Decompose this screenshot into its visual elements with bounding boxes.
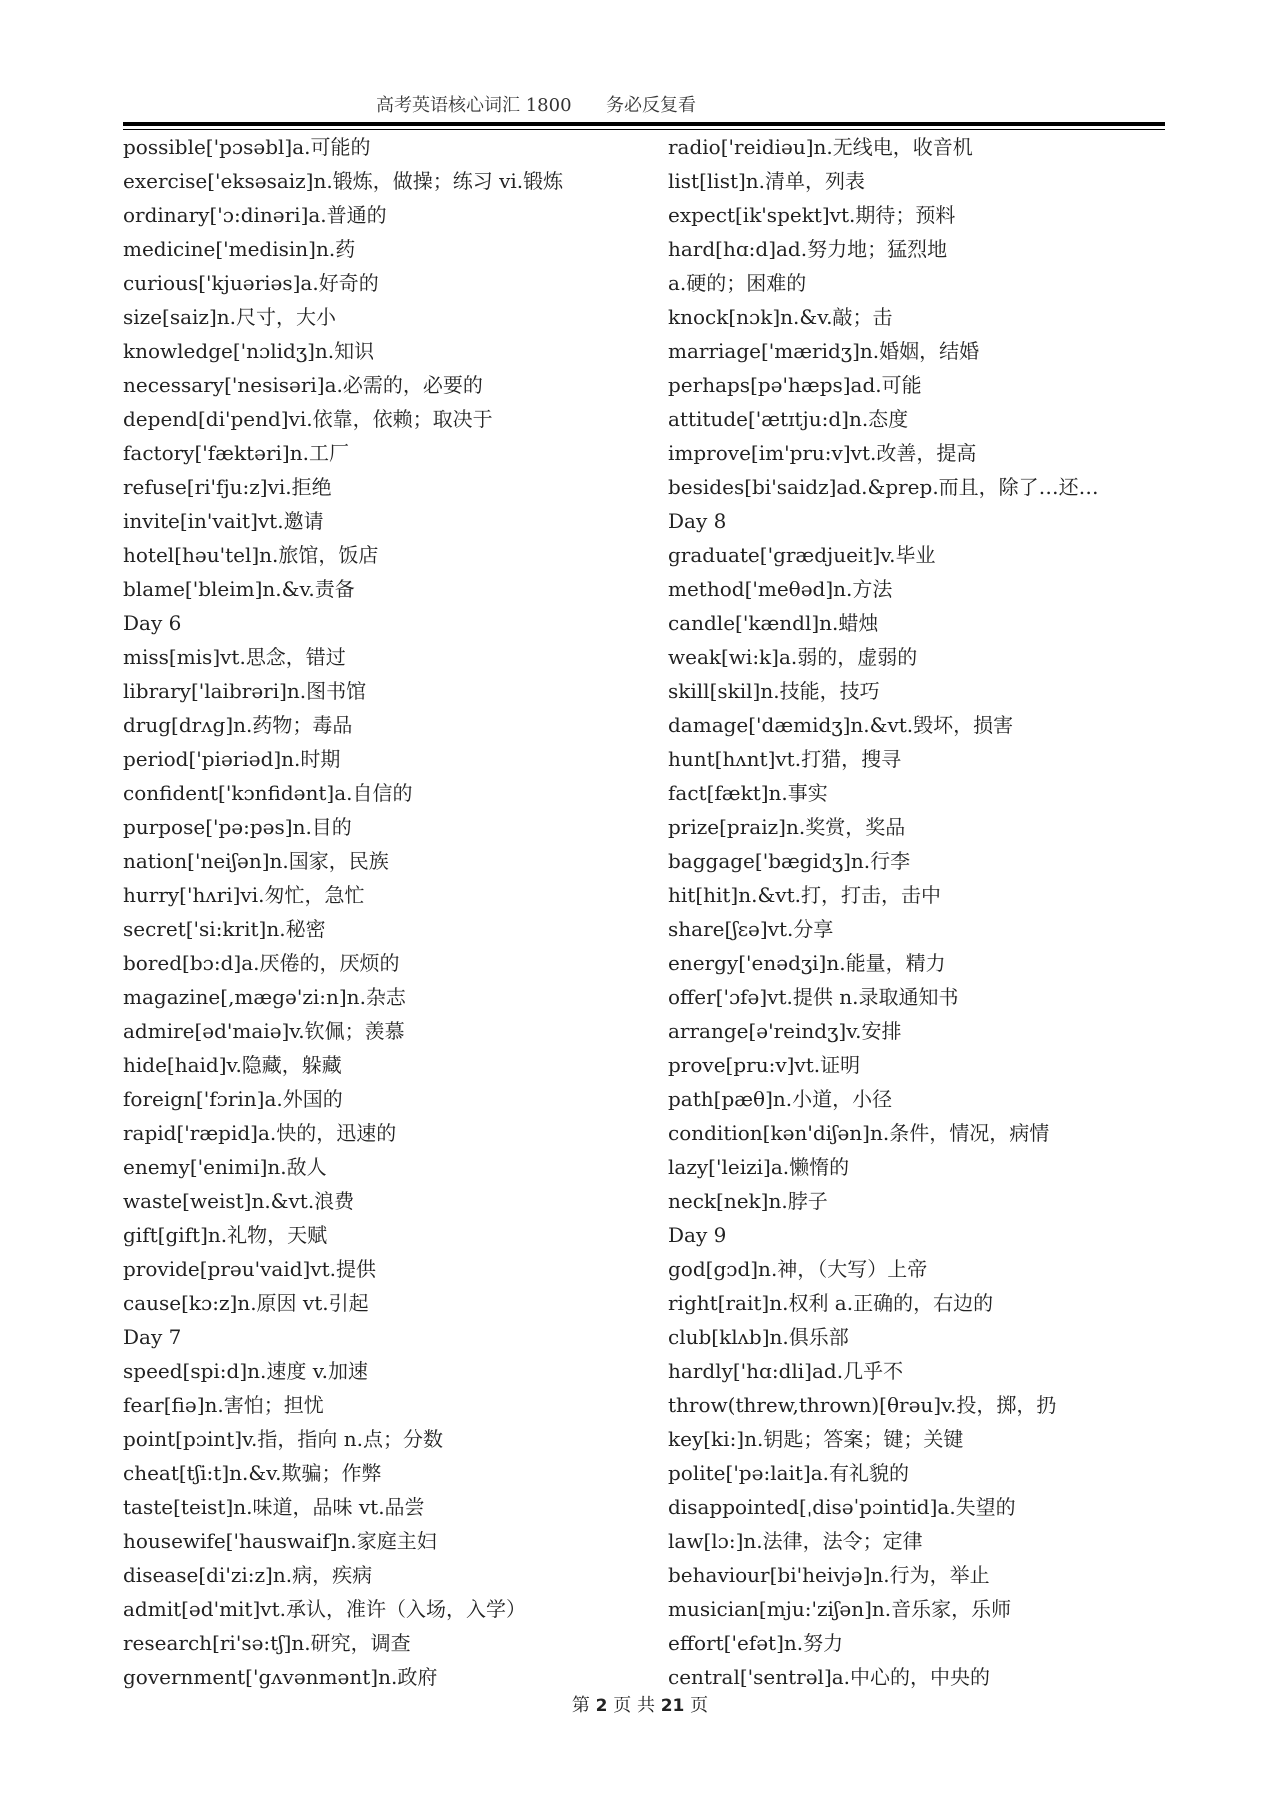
vocab-entry: hard[hɑ:d]ad.努力地；猛烈地 xyxy=(668,237,948,261)
vocab-entry: prove[pru:v]vt.证明 xyxy=(668,1053,861,1077)
day-heading: Day 8 xyxy=(668,509,727,533)
vocab-entry: curious['kjuəriəs]a.好奇的 xyxy=(123,271,379,295)
day-heading: Day 6 xyxy=(123,611,182,635)
vocab-entry: admire[əd'maiə]v.钦佩；羡慕 xyxy=(123,1019,405,1043)
vocab-entry: skill[skil]n.技能，技巧 xyxy=(668,679,880,703)
vocab-entry: perhaps[pə'hæps]ad.可能 xyxy=(668,373,922,397)
vocab-entry: enemy['enimi]n.敌人 xyxy=(123,1155,327,1179)
vocab-entry: possible['pɔsəbl]a.可能的 xyxy=(123,135,371,159)
vocab-entry: throw(threw,thrown)[θrəu]v.投，掷，扔 xyxy=(668,1393,1057,1417)
page-header xyxy=(0,92,1280,120)
vocab-entry: share[ʃɛə]vt.分享 xyxy=(668,917,834,941)
vocab-entry: hotel[həu'tel]n.旅馆，饭店 xyxy=(123,543,379,567)
vocab-entry: a.硬的；困难的 xyxy=(668,271,807,295)
vocab-entry: baggage['bægidʒ]n.行李 xyxy=(668,849,911,873)
vocab-entry: law[lɔ:]n.法律，法令；定律 xyxy=(668,1529,923,1553)
vocab-entry: arrange[ə'reindʒ]v.安排 xyxy=(668,1019,902,1043)
vocab-entry: god[gɔd]n.神，（大写）上帝 xyxy=(668,1257,928,1281)
vocab-entry: drug[drʌg]n.药物；毒品 xyxy=(123,713,353,737)
vocab-entry: method['meθəd]n.方法 xyxy=(668,577,893,601)
vocab-entry: knowledge['nɔlidʒ]n.知识 xyxy=(123,339,375,363)
header-rule-thick xyxy=(123,122,1165,126)
vocab-entry: radio['reidiəu]n.无线电，收音机 xyxy=(668,135,973,159)
document-title: 高考英语核心词汇 1800 xyxy=(376,95,572,116)
vocab-entry: key[ki:]n.钥匙；答案；键；关键 xyxy=(668,1427,964,1451)
vocab-entry: ordinary['ɔ:dinəri]a.普通的 xyxy=(123,203,387,227)
left-column xyxy=(123,130,653,1694)
vocab-entry: prize[praiz]n.奖赏，奖品 xyxy=(668,815,906,839)
vocab-entry: foreign['fɔrin]a.外国的 xyxy=(123,1087,343,1111)
vocab-entry: refuse[ri'fju:z]vi.拒绝 xyxy=(123,475,332,499)
vocab-entry: fear[fiə]n.害怕；担忧 xyxy=(123,1393,324,1417)
vocab-entry: speed[spi:d]n.速度 v.加速 xyxy=(123,1359,369,1383)
vocab-entry: lazy['leizi]a.懒惰的 xyxy=(668,1155,850,1179)
vocab-entry: cause[kɔ:z]n.原因 vt.引起 xyxy=(123,1291,369,1315)
vocab-entry: energy['enədʒi]n.能量，精力 xyxy=(668,951,946,975)
vocab-entry: hunt[hʌnt]vt.打猎，搜寻 xyxy=(668,747,902,771)
vocab-entry: necessary['nesisəri]a.必需的，必要的 xyxy=(123,373,483,397)
vocab-entry: invite[in'vait]vt.邀请 xyxy=(123,509,324,533)
vocab-entry: taste[teist]n.味道，品味 vt.品尝 xyxy=(123,1495,425,1519)
vocab-entry: weak[wi:k]a.弱的，虚弱的 xyxy=(668,645,918,669)
page-footer xyxy=(0,1694,1280,1718)
vocab-entry: purpose['pə:pəs]n.目的 xyxy=(123,815,352,839)
day-heading: Day 7 xyxy=(123,1325,182,1349)
vocab-entry: housewife['hauswaif]n.家庭主妇 xyxy=(123,1529,437,1553)
vocab-entry: confident['kɔnfidənt]a.自信的 xyxy=(123,781,413,805)
vocab-entry: gift[gift]n.礼物，天赋 xyxy=(123,1223,328,1247)
vocab-entry: fact[fækt]n.事实 xyxy=(668,781,828,805)
footer-suffix: 页 xyxy=(690,1695,709,1716)
vocab-entry: hit[hit]n.&vt.打，打击，击中 xyxy=(668,883,941,907)
vocab-entry: graduate['grædjueit]v.毕业 xyxy=(668,543,936,567)
right-column xyxy=(668,130,1168,1694)
vocab-entry: provide[prəu'vaid]vt.提供 xyxy=(123,1257,377,1281)
vocab-entry: effort['efət]n.努力 xyxy=(668,1631,844,1655)
vocab-entry: admit[əd'mit]vt.承认，准许（入场，入学） xyxy=(123,1597,526,1621)
footer-middle: 页 共 xyxy=(613,1695,655,1716)
vocab-entry: size[saiz]n.尺寸，大小 xyxy=(123,305,336,329)
footer-prefix: 第 xyxy=(571,1695,590,1716)
day-heading: Day 9 xyxy=(668,1223,727,1247)
vocab-entry: research[ri'sə:tʃ]n.研究，调查 xyxy=(123,1631,411,1655)
page-total: 21 xyxy=(660,1696,685,1716)
vocab-entry: magazine[,mægə'zi:n]n.杂志 xyxy=(123,985,406,1009)
vocab-entry: factory['fæktəri]n.工厂 xyxy=(123,441,349,465)
vocab-entry: musician[mju:'ziʃən]n.音乐家，乐师 xyxy=(668,1597,1012,1621)
vocab-entry: miss[mis]vt.思念，错过 xyxy=(123,645,346,669)
vocab-entry: polite['pə:lait]a.有礼貌的 xyxy=(668,1461,910,1485)
page-number: 2 xyxy=(595,1696,608,1716)
vocab-entry: secret['si:krit]n.秘密 xyxy=(123,917,326,941)
vocab-entry: hide[haid]v.隐藏，躲藏 xyxy=(123,1053,342,1077)
vocab-entry: neck[nek]n.脖子 xyxy=(668,1189,828,1213)
vocab-entry: knock[nɔk]n.&v.敲；击 xyxy=(668,305,893,329)
vocab-entry: depend[di'pend]vi.依靠，依赖；取决于 xyxy=(123,407,493,431)
vocab-entry: right[rait]n.权利 a.正确的，右边的 xyxy=(668,1291,994,1315)
vocab-entry: club[klʌb]n.俱乐部 xyxy=(668,1325,849,1349)
vocab-entry: waste[weist]n.&vt.浪费 xyxy=(123,1189,355,1213)
header-note: 务必反复看 xyxy=(606,95,696,116)
vocab-entry: medicine['medisin]n.药 xyxy=(123,237,356,261)
vocab-entry: disappointed[ˌdisəˈpɔintid]a.失望的 xyxy=(668,1495,1016,1519)
vocab-entry: nation['neiʃən]n.国家，民族 xyxy=(123,849,389,873)
vocab-entry: period['piəriəd]n.时期 xyxy=(123,747,341,771)
vocab-entry: central['sentrəl]a.中心的，中央的 xyxy=(668,1665,991,1689)
vocab-entry: hardly['hɑ:dli]ad.几乎不 xyxy=(668,1359,904,1383)
vocab-entry: hurry['hʌri]vi.匆忙，急忙 xyxy=(123,883,365,907)
vocab-entry: bored[bɔ:d]a.厌倦的，厌烦的 xyxy=(123,951,400,975)
vocab-entry: cheat[tʃi:t]n.&v.欺骗；作弊 xyxy=(123,1461,382,1485)
vocab-entry: attitude['ætɪtju:d]n.态度 xyxy=(668,407,909,431)
vocab-entry: offer['ɔfə]vt.提供 n.录取通知书 xyxy=(668,985,959,1009)
vocab-entry: rapid['ræpid]a.快的，迅速的 xyxy=(123,1121,397,1145)
vocab-entry: blame['bleim]n.&v.责备 xyxy=(123,577,355,601)
vocab-entry: library['laibrəri]n.图书馆 xyxy=(123,679,367,703)
vocab-entry: marriage['mæridʒ]n.婚姻，结婚 xyxy=(668,339,980,363)
vocab-entry: government['gʌvənmənt]n.政府 xyxy=(123,1665,438,1689)
vocab-entry: behaviour[bi'heivjə]n.行为，举止 xyxy=(668,1563,990,1587)
vocab-entry: list[list]n.清单，列表 xyxy=(668,169,866,193)
vocab-entry: condition[kən'diʃən]n.条件，情况，病情 xyxy=(668,1121,1050,1145)
vocab-entry: candle['kændl]n.蜡烛 xyxy=(668,611,879,635)
vocab-entry: damage['dæmidʒ]n.&vt.毁坏，损害 xyxy=(668,713,1014,737)
vocab-entry: expect[ik'spekt]vt.期待；预料 xyxy=(668,203,956,227)
vocab-entry: path[pæθ]n.小道，小径 xyxy=(668,1087,893,1111)
vocab-entry: besides[bi'saidz]ad.&prep.而且，除了…还… xyxy=(668,475,1099,499)
vocab-entry: disease[di'zi:z]n.病，疾病 xyxy=(123,1563,373,1587)
vocab-entry: point[pɔint]v.指，指向 n.点；分数 xyxy=(123,1427,443,1451)
vocab-entry: exercise['eksəsaiz]n.锻炼，做操；练习 vi.锻炼 xyxy=(123,169,564,193)
vocab-entry: improve[im'pru:v]vt.改善，提高 xyxy=(668,441,977,465)
